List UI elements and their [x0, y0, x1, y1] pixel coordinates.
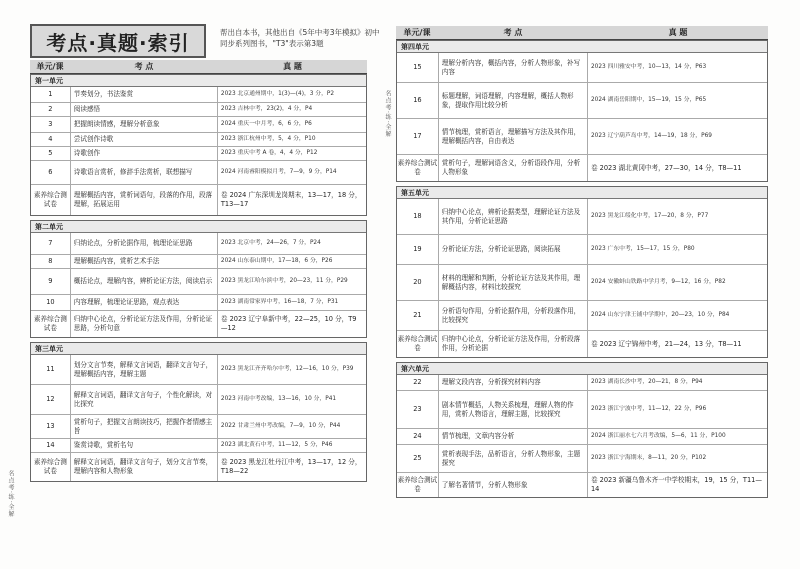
lesson-row	[31, 295, 366, 311]
exam-point: 情节梳理，文章内容分析	[439, 429, 588, 444]
exam-point: 解释文言词语，翻译文言句子，划分文言节奏，理解内容和人物形象	[71, 453, 218, 481]
lesson-row	[31, 103, 366, 117]
unit-section	[396, 186, 768, 358]
exam-point: 了解名著情节，分析人物形象	[439, 473, 588, 497]
lesson-row	[31, 355, 366, 385]
exam-source: 卷 2023 新疆乌鲁木齐一中学校期末，19，15 分，T11—14	[590, 476, 762, 493]
lesson-number: 22	[397, 375, 439, 390]
lesson-number: 16	[397, 83, 439, 118]
synthesis-test-row	[397, 331, 767, 357]
lesson-number: 24	[397, 429, 439, 444]
left-units	[30, 74, 367, 482]
unit-section	[30, 74, 367, 216]
lesson-number: 素养综合测试卷	[397, 331, 439, 357]
exam-point: 解释文言词语，翻译文言句子，个性化解读，对比探究	[71, 385, 218, 414]
exam-source: 2024 安徽蚌山铁路中学月考，9—12，16 分，P82	[590, 279, 726, 285]
lesson-row	[397, 391, 767, 429]
right-units	[396, 40, 768, 498]
exam-point: 归纳中心论点，分析论证方法及作用，分析段落作用，分析论据	[439, 331, 588, 357]
exam-source: 卷 2023 辽宁锦州中考，21—24，13 分，T8—11	[590, 339, 742, 348]
exam-source: 卷 2023 辽宁阜新中考，22—25，10 分，T9—12	[220, 315, 357, 332]
exam-point: 理解分析内容，概括内容，分析人物形象，补写内容	[439, 53, 588, 82]
lesson-number: 19	[397, 235, 439, 264]
exam-point: 材料的理解和判断，分析论证方法及其作用，理解概括内容，材料比较探究	[439, 265, 588, 300]
exam-point: 把握朗读情感，理解分析意象	[71, 117, 218, 132]
right-index-table	[396, 26, 768, 502]
lesson-number: 20	[397, 265, 439, 300]
lesson-number: 5	[31, 147, 71, 160]
exam-source: 2023 广东中考，15—17，15 分，P80	[590, 246, 695, 252]
lesson-row	[397, 429, 767, 445]
lesson-number: 12	[31, 385, 71, 414]
exam-source: 卷 2023 黑龙江牡丹江中考，13—17，12 分，T18—22	[220, 458, 362, 475]
exam-point: 分析论证方法，分析论证思路，阅读拓展	[439, 235, 588, 264]
exam-source: 2024 山东宁津王铺中学期中，20—23，10 分，P84	[590, 312, 730, 318]
col-point: 考 点	[503, 28, 523, 37]
lesson-number: 素养综合测试卷	[31, 311, 71, 337]
exam-source: 2023 河南中考改编，13—16，10 分，P41	[220, 396, 337, 402]
exam-point: 归纳中心论点，分析论证方法及作用，分析论证思路，分析句意	[71, 311, 218, 337]
lesson-row	[31, 233, 366, 255]
exam-source: 2023 黑龙江绥化中考，17—20，8 分，P77	[590, 213, 709, 219]
lesson-row	[31, 415, 366, 439]
synthesis-test-row	[397, 155, 767, 181]
lesson-number: 14	[31, 439, 71, 452]
lesson-number: 素养综合测试卷	[31, 453, 71, 481]
exam-point: 归纳中心论点，辨析论据类型，理解论证方法及其作用，分析论证思路	[439, 199, 588, 234]
lesson-number: 13	[31, 415, 71, 438]
exam-source: 2023 重庆中考 A 卷，4，4 分，P12	[220, 150, 318, 156]
exam-source: 卷 2024 广东深圳龙岗期末，13—17，18 分，T13—17	[220, 191, 362, 208]
lesson-number: 1	[31, 87, 71, 102]
exam-point: 理解概括内容，赏析词语句，段落的作用，段落理解，拓展运用	[71, 185, 218, 215]
title-note: 帮出自本书，其他出自《5年中考3年模拟》初中同步系列图书，"T3"表示第3题	[220, 28, 380, 48]
col-unit: 单元/课	[403, 28, 431, 37]
exam-point: 尝试创作诗歌	[71, 133, 218, 146]
lesson-row	[397, 83, 767, 119]
lesson-number: 素养综合测试卷	[31, 185, 71, 215]
exam-point: 诗歌创作	[71, 147, 218, 160]
lesson-row	[31, 255, 366, 269]
col-exam: 真 题	[283, 62, 302, 71]
lesson-number: 18	[397, 199, 439, 234]
exam-point: 内容理解，梳理论证思路，观点表达	[71, 295, 218, 310]
exam-source: 2024 山东泰山期中，17—18，6 分，P26	[220, 258, 333, 264]
exam-point: 赏析句子，理解词语含义，分析语段作用，分析人物形象	[439, 155, 588, 181]
lesson-number: 17	[397, 119, 439, 154]
exam-source: 2023 湖北黄石中考，11—12，5 分，P46	[220, 442, 333, 448]
left-index-table	[30, 60, 367, 486]
lesson-row	[31, 117, 366, 133]
exam-point: 鉴赏诗歌，赏析名句	[71, 439, 218, 452]
lesson-number: 23	[397, 391, 439, 428]
synthesis-test-row	[31, 453, 366, 481]
exam-point: 理解概括内容，赏析艺术手法	[71, 255, 218, 268]
exam-point: 诗歌语言赏析，修辞手法赏析，联想描写	[71, 161, 218, 184]
exam-source: 2023 黑龙江齐齐哈尔中考，12—16，10 分，P39	[220, 366, 354, 372]
exam-source: 2023 辽宁葫芦岛中考，14—19，18 分，P69	[590, 133, 712, 139]
exam-source: 2023 四川雅安中考，10—13，14 分，P63	[590, 64, 707, 70]
lesson-number: 3	[31, 117, 71, 132]
lesson-number: 11	[31, 355, 71, 384]
side-label-left: 名点考·练·全解	[7, 470, 14, 518]
lesson-row	[397, 375, 767, 391]
exam-point: 阅读感悟	[71, 103, 218, 116]
exam-point: 剧本情节概括，人物关系梳理，理解人物的作用，赏析人物语言，理解主题，比较探究	[439, 391, 588, 428]
right-column-header	[396, 26, 768, 40]
page-title: 考点·真题·索引	[46, 30, 190, 55]
unit-title: 第一单元	[31, 75, 366, 87]
lesson-number: 素养综合测试卷	[397, 473, 439, 497]
exam-source: 卷 2023 湖北黄冈中考，27—30，14 分，T8—11	[590, 163, 742, 172]
col-unit: 单元/课	[36, 62, 64, 71]
exam-source: 2023 浙江宁海期末，8—11，20 分，P102	[590, 455, 707, 461]
exam-source: 2023 湖南长沙中考，20—21，8 分，P94	[590, 379, 703, 385]
unit-section	[30, 342, 367, 482]
synthesis-test-row	[31, 311, 366, 337]
synthesis-test-row	[397, 473, 767, 497]
exam-source: 2023 湖南常家界中考，16—18，7 分，P31	[220, 299, 339, 305]
exam-source: 2023 黑龙江哈尔滨中考，20—23，11 分，P29	[220, 278, 348, 284]
exam-source: 2023 北京通州期中，1(3)—(4)，3 分，P2	[220, 91, 335, 97]
exam-source: 2024 重庆一中月考，6，6 分，P6	[220, 121, 312, 127]
lesson-number: 10	[31, 295, 71, 310]
lesson-number: 15	[397, 53, 439, 82]
unit-title: 第四单元	[397, 41, 767, 53]
lesson-row	[397, 53, 767, 83]
exam-point: 标题理解，词语理解，内容理解，概括人物形象，提取作用比较分析	[439, 83, 588, 118]
exam-source: 2024 河南睿阳模拟月考，7—9，9 分，P14	[220, 169, 337, 175]
lesson-row	[397, 301, 767, 331]
exam-point: 赏析表现手法，品析语言，分析人物形象，主题探究	[439, 445, 588, 472]
exam-point: 赏析句子，把握文言朗读技巧，把握作者情感主旨	[71, 415, 218, 438]
unit-section	[396, 362, 768, 498]
exam-source: 2024 湖南岳阳期中，15—19，15 分，P65	[590, 97, 707, 103]
lesson-row	[31, 385, 366, 415]
exam-source: 2023 吉林中考，23(2)，4 分，P4	[220, 106, 313, 112]
exam-point: 分析语句作用，分析论据作用，分析段落作用，比较探究	[439, 301, 588, 330]
lesson-row	[31, 269, 366, 295]
lesson-number: 2	[31, 103, 71, 116]
exam-point: 节奏划分，书法鉴赏	[71, 87, 218, 102]
lesson-row	[31, 133, 366, 147]
page-title-box	[30, 24, 206, 58]
exam-source: 2023 浙江宁波中考，11—12，22 分，P96	[590, 406, 707, 412]
unit-section	[30, 220, 367, 338]
exam-source: 2023 北京中考，24—26，7 分，P24	[220, 240, 321, 246]
col-exam: 真 题	[668, 28, 688, 37]
lesson-number: 7	[31, 233, 71, 254]
lesson-row	[31, 161, 366, 185]
exam-point: 情节梳理，赏析语言，理解描写方法及其作用，理解概括内容，自由表达	[439, 119, 588, 154]
lesson-number: 4	[31, 133, 71, 146]
lesson-row	[31, 147, 366, 161]
lesson-row	[31, 439, 366, 453]
lesson-row	[397, 235, 767, 265]
exam-source: 2022 甘肃兰州中考改编，7—9，10 分，P44	[220, 423, 341, 429]
exam-source: 2023 浙江杭州中考，5，4 分，P10	[220, 136, 316, 142]
lesson-row	[31, 87, 366, 103]
lesson-number: 6	[31, 161, 71, 184]
unit-title: 第三单元	[31, 343, 366, 355]
lesson-number: 9	[31, 269, 71, 294]
unit-section	[396, 40, 768, 182]
unit-title: 第五单元	[397, 187, 767, 199]
exam-source: 2024 浙江丽水七六月考改编，5—6，11 分，P100	[590, 433, 726, 439]
lesson-number: 25	[397, 445, 439, 472]
unit-title: 第二单元	[31, 221, 366, 233]
synthesis-test-row	[31, 185, 366, 215]
exam-point: 概括论点，理解内容，辨析论证方法，阅读启示	[71, 269, 218, 294]
lesson-row	[397, 265, 767, 301]
exam-point: 理解文段内容，分析探究材料内容	[439, 375, 588, 390]
lesson-row	[397, 445, 767, 473]
lesson-number: 素养综合测试卷	[397, 155, 439, 181]
exam-point: 归纳论点，分析论据作用，梳理论证思路	[71, 233, 218, 254]
side-label-right: 名点考·练·全解	[384, 90, 391, 138]
lesson-row	[397, 199, 767, 235]
lesson-number: 8	[31, 255, 71, 268]
lesson-number: 21	[397, 301, 439, 330]
col-point: 考 点	[134, 62, 154, 71]
exam-point: 划分文言节奏，解释文言词语，翻译文言句子，理解概括内容，理解主题	[71, 355, 218, 384]
lesson-row	[397, 119, 767, 155]
unit-title: 第六单元	[397, 363, 767, 375]
left-column-header	[30, 60, 367, 74]
